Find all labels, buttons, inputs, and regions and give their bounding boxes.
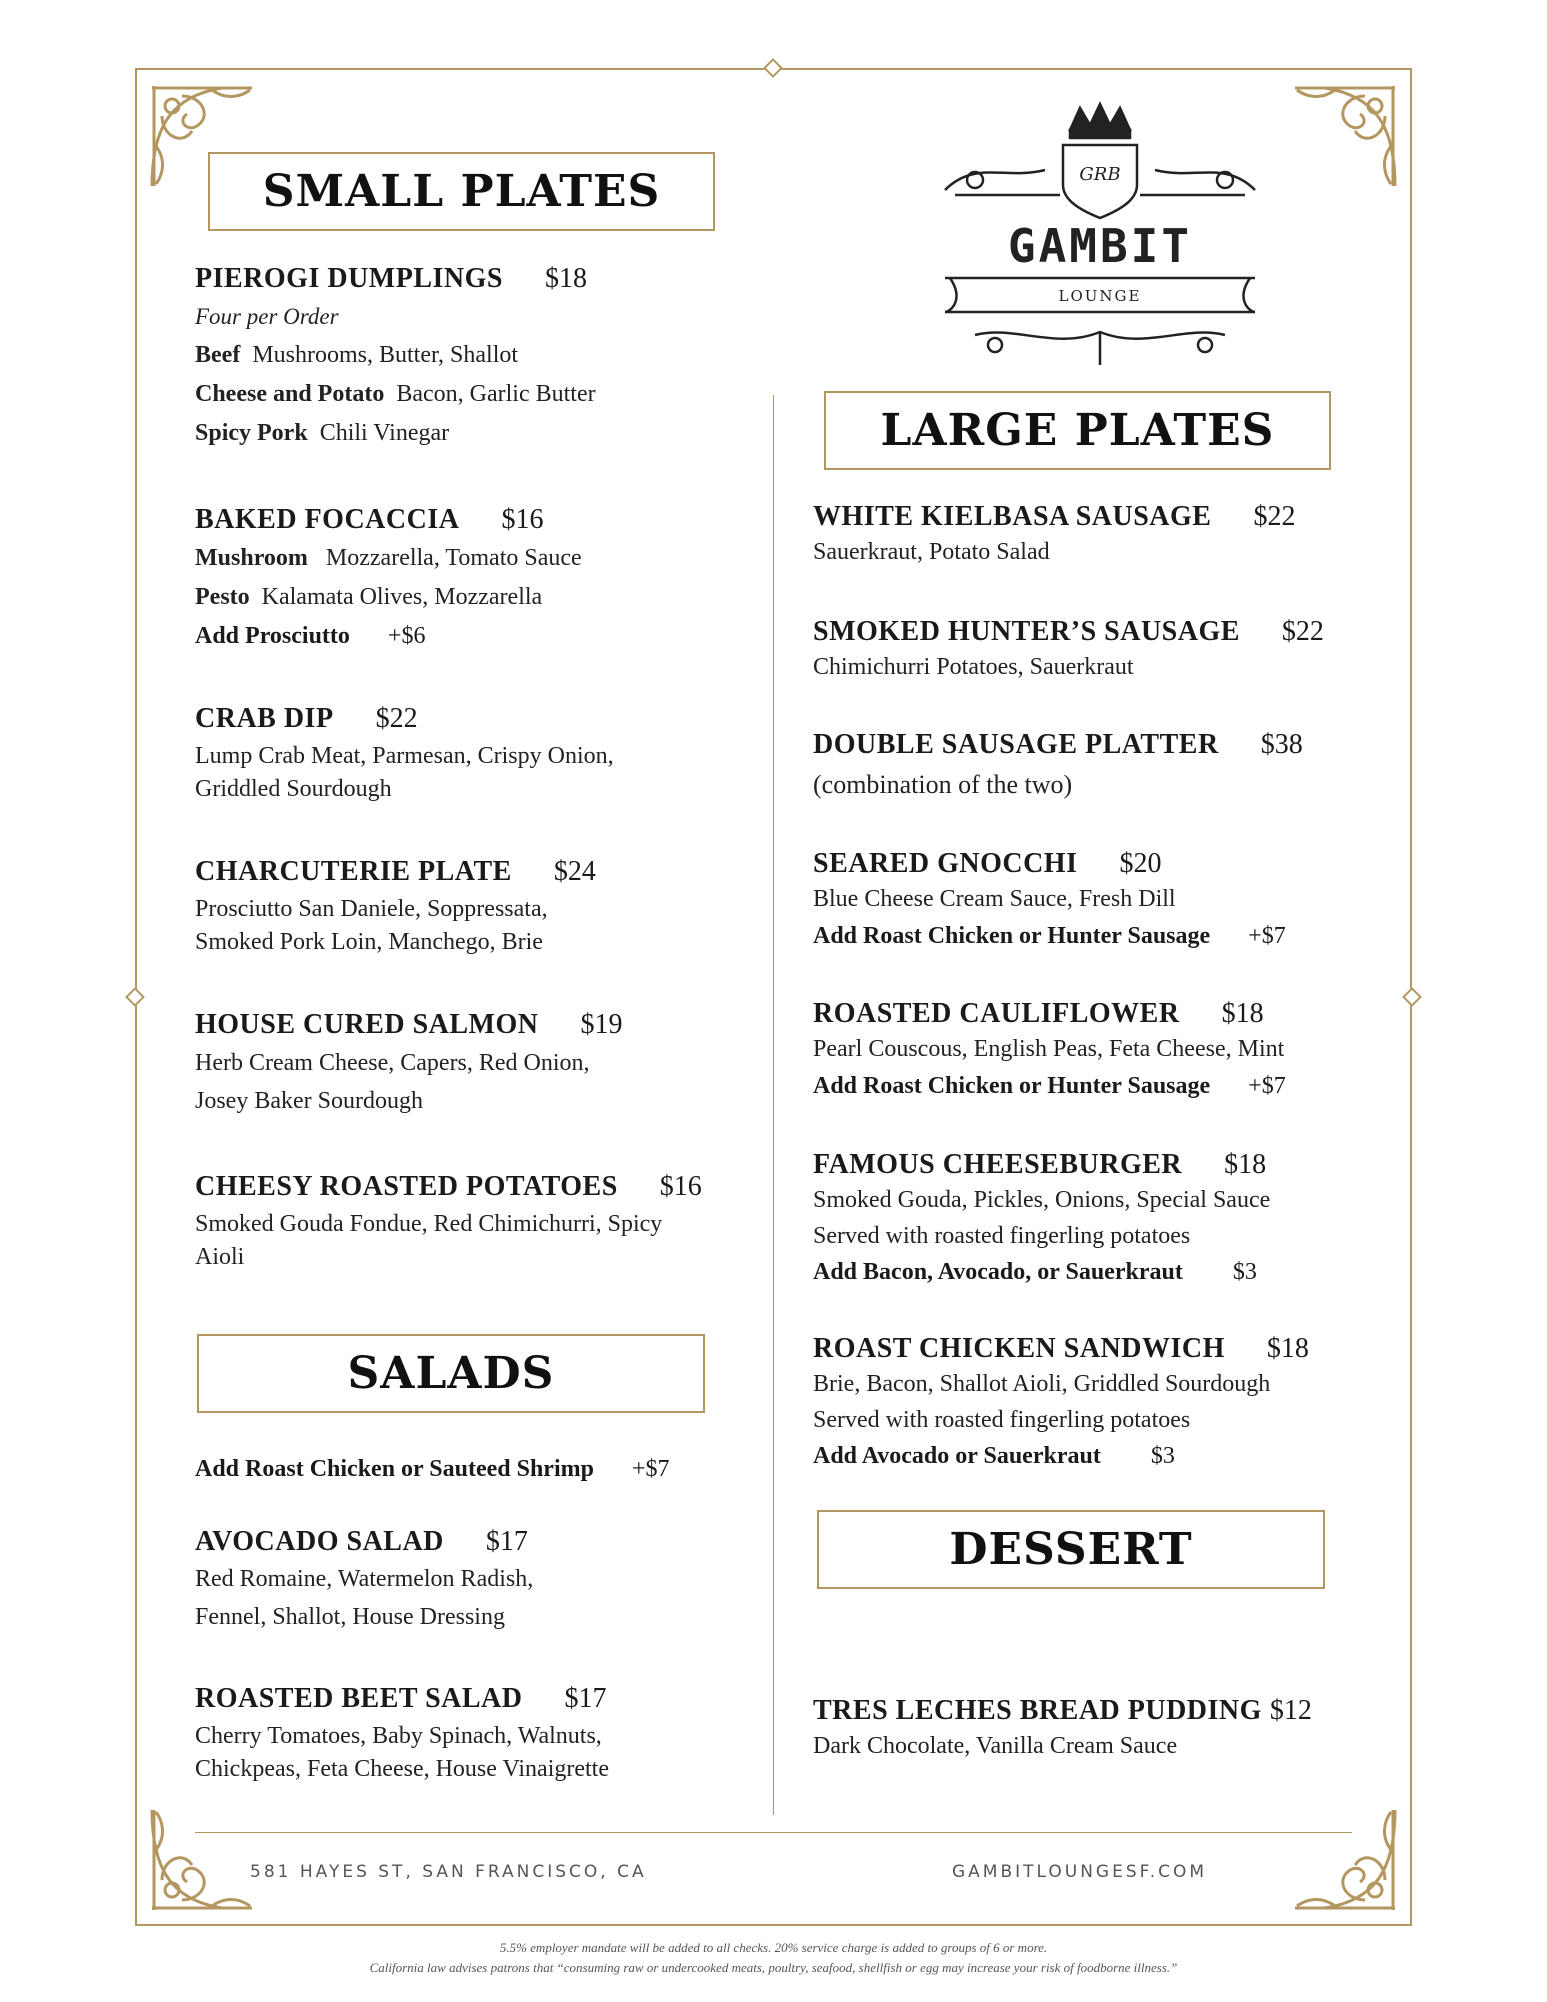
logo-name: GAMBIT [1007, 219, 1193, 273]
item-option: Cheese and Potato Bacon, Garlic Butter [195, 381, 596, 407]
footer-rule [195, 1832, 1352, 1833]
item-price: $38 [1260, 729, 1303, 760]
item-name: HOUSE CURED SALMON [195, 1009, 539, 1040]
item-desc: Cherry Tomatoes, Baby Spinach, Walnuts, [195, 1723, 602, 1749]
item-name: ROASTED BEET SALAD [195, 1683, 523, 1714]
large-plates-header [824, 391, 1331, 470]
item-name: CHEESY ROASTED POTATOES [195, 1171, 618, 1202]
item-desc: Smoked Gouda, Pickles, Onions, Special Sauce [813, 1187, 1271, 1213]
item-desc: Fennel, Shallot, House Dressing [195, 1604, 505, 1630]
menu-item-potatoes [195, 1170, 702, 1274]
footer-website: GAMBITLOUNGESF.COM [952, 1862, 1208, 1882]
section-title: SALADS [347, 1348, 555, 1399]
item-desc: Pearl Couscous, English Peas, Feta Cheese, Mint [813, 1036, 1285, 1062]
item-desc: Chickpeas, Feta Cheese, House Vinaigrette [195, 1756, 609, 1782]
ornament-corner-icon [1285, 1800, 1405, 1920]
item-option: Spicy Pork Chili Vinegar [195, 420, 450, 446]
item-price: $16 [659, 1171, 702, 1202]
item-name: SEARED GNOCCHI [813, 848, 1078, 879]
item-price: $22 [375, 703, 418, 734]
item-name: SMOKED HUNTER’S SAUSAGE [813, 616, 1240, 647]
menu-item-gnocchi [813, 847, 1286, 953]
item-price: $12 [1269, 1695, 1312, 1726]
item-desc: Brie, Bacon, Shallot Aioli, Griddled Sourdough [813, 1371, 1271, 1397]
item-note: Four per Order [195, 304, 339, 329]
item-name: FAMOUS CHEESEBURGER [813, 1149, 1183, 1180]
menu-item-hunters-sausage [813, 615, 1324, 684]
item-desc: Lump Crab Meat, Parmesan, Crispy Onion, [195, 743, 614, 769]
item-addon: Add Prosciutto +$6 [195, 623, 426, 649]
item-desc: Herb Cream Cheese, Capers, Red Onion, [195, 1050, 590, 1076]
item-desc: Prosciutto San Daniele, Soppressata, [195, 896, 548, 922]
logo-tagline: LOUNGE [1058, 287, 1142, 305]
item-option: Mushroom Mozzarella, Tomato Sauce [195, 545, 582, 571]
menu-item-focaccia [195, 503, 582, 653]
item-desc: Josey Baker Sourdough [195, 1088, 423, 1114]
item-option: Pesto Kalamata Olives, Mozzarella [195, 584, 543, 610]
item-name: DOUBLE SAUSAGE PLATTER [813, 729, 1219, 760]
small-plates-header [208, 152, 715, 231]
item-price: $22 [1281, 616, 1324, 647]
item-name: ROAST CHICKEN SANDWICH [813, 1333, 1225, 1364]
item-price: $16 [501, 504, 544, 535]
menu-item-cheeseburger [813, 1148, 1270, 1289]
footer-address: 581 HAYES ST, SAN FRANCISCO, CA [250, 1862, 647, 1882]
item-addon: Add Bacon, Avocado, or Sauerkraut $3 [813, 1259, 1257, 1285]
crown-icon [1070, 104, 1130, 130]
item-name: TRES LECHES BREAD PUDDING [813, 1695, 1262, 1726]
item-desc: Sauerkraut, Potato Salad [813, 539, 1050, 565]
menu-item-kielbasa [813, 500, 1295, 569]
item-desc: (combination of the two) [813, 770, 1073, 799]
menu-item-crab-dip [195, 702, 614, 806]
item-desc: Served with roasted fingerling potatoes [813, 1223, 1191, 1249]
item-desc: Aioli [195, 1244, 245, 1270]
salads-addon: Add Roast Chicken or Sauteed Shrimp +$7 [195, 1456, 670, 1482]
item-price: $18 [1266, 1333, 1309, 1364]
item-name: BAKED FOCACCIA [195, 504, 460, 535]
dessert-header [817, 1510, 1325, 1589]
menu-item-chicken-sandwich [813, 1332, 1309, 1473]
item-desc: Dark Chocolate, Vanilla Cream Sauce [813, 1733, 1178, 1759]
item-price: $20 [1119, 848, 1162, 879]
item-name: ROASTED CAULIFLOWER [813, 998, 1180, 1029]
item-desc: Griddled Sourdough [195, 776, 392, 802]
item-addon: Add Roast Chicken or Hunter Sausage +$7 [813, 923, 1286, 949]
item-price: $22 [1253, 501, 1296, 532]
item-price: $24 [553, 856, 596, 887]
item-desc: Served with roasted fingerling potatoes [813, 1407, 1191, 1433]
fineprint-service-charge: 5.5% employer mandate will be added to all checks. 20% service charge is added to groups of 6 or more. [499, 1940, 1048, 1955]
menu-item-avocado-salad [195, 1525, 533, 1634]
item-name: AVOCADO SALAD [195, 1526, 444, 1557]
ornament-corner-icon [1285, 76, 1405, 196]
item-desc: Chimichurri Potatoes, Sauerkraut [813, 654, 1134, 680]
item-name: WHITE KIELBASA SAUSAGE [813, 501, 1212, 532]
item-price: $18 [1221, 998, 1264, 1029]
item-price: $17 [564, 1683, 607, 1714]
menu-item-beet-salad [195, 1682, 609, 1786]
ornament-corner-icon [142, 1800, 262, 1920]
item-price: $18 [544, 263, 587, 294]
item-desc: Smoked Gouda Fondue, Red Chimichurri, Spicy [195, 1211, 663, 1237]
section-title: LARGE PLATES [880, 405, 1275, 456]
column-divider [773, 395, 774, 1815]
item-desc: Red Romaine, Watermelon Radish, [195, 1566, 534, 1592]
item-name: PIEROGI DUMPLINGS [195, 263, 503, 294]
item-price: $17 [485, 1526, 528, 1557]
menu-item-cauliflower [813, 997, 1286, 1103]
item-desc: Blue Cheese Cream Sauce, Fresh Dill [813, 886, 1176, 912]
menu-item-pierogi [195, 262, 596, 450]
item-addon: Add Avocado or Sauerkraut $3 [813, 1443, 1175, 1469]
item-name: CHARCUTERIE PLATE [195, 856, 512, 887]
item-option: Beef Mushrooms, Butter, Shallot [195, 342, 519, 368]
menu-item-salmon [195, 1008, 622, 1118]
item-name: CRAB DIP [195, 703, 334, 734]
logo-monogram: GRB [1079, 164, 1121, 185]
gambit-logo [935, 100, 1265, 375]
menu-item-sausage-platter [813, 728, 1303, 801]
section-title: SMALL PLATES [262, 166, 661, 217]
menu-item-charcuterie [195, 855, 596, 959]
salads-header [197, 1334, 705, 1413]
item-addon: Add Roast Chicken or Hunter Sausage +$7 [813, 1073, 1286, 1099]
item-price: $19 [580, 1009, 623, 1040]
fineprint-health-warning: California law advises patrons that “consuming raw or undercooked meats, poultry, seafood, shellfish or egg may increase your risk of foodborne illness.” [369, 1960, 1178, 1975]
section-title: DESSERT [949, 1524, 1193, 1575]
item-desc: Smoked Pork Loin, Manchego, Brie [195, 929, 543, 955]
menu-item-bread-pudding [813, 1694, 1312, 1763]
item-price: $18 [1224, 1149, 1267, 1180]
